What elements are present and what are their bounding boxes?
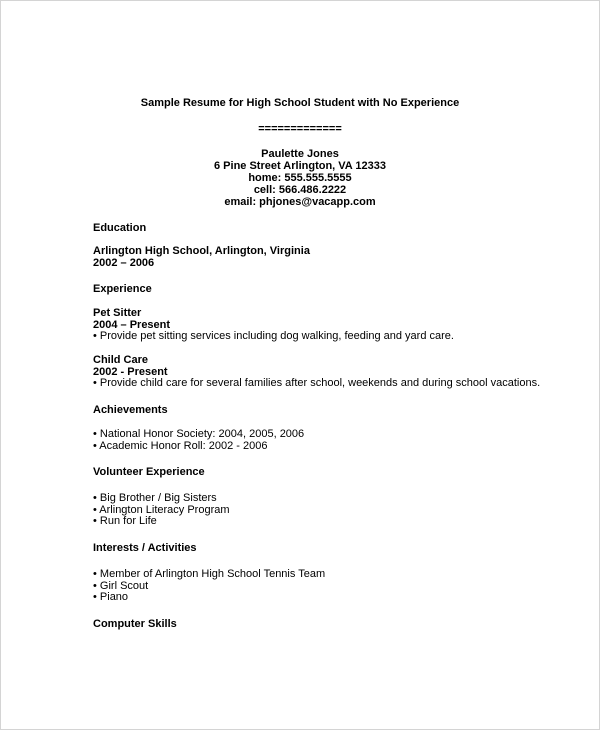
document-title: Sample Resume for High School Student with No Experience bbox=[140, 97, 460, 109]
title-separator: ============= bbox=[258, 123, 342, 135]
job-dates: 2004 – Present bbox=[93, 318, 171, 331]
contact-email: email: phjones@vacapp.com bbox=[224, 196, 376, 208]
contact-name: Paulette Jones bbox=[261, 148, 339, 160]
education-block bbox=[93, 246, 310, 269]
interests-heading: Interests / Activities bbox=[93, 542, 197, 554]
list-item: • Girl Scout bbox=[93, 579, 149, 592]
volunteer-list bbox=[93, 493, 230, 528]
list-item: • National Honor Society: 2004, 2005, 2006 bbox=[93, 428, 305, 440]
list-item: • Piano bbox=[93, 591, 129, 604]
list-item: • Run for Life bbox=[93, 515, 157, 528]
job-title: Child Care bbox=[93, 354, 149, 366]
job-dates: 2002 - Present bbox=[93, 365, 168, 378]
job-title: Pet Sitter bbox=[93, 307, 142, 319]
contact-cell-phone: cell: 566.486.2222 bbox=[253, 184, 347, 196]
list-item: • Arlington Literacy Program bbox=[93, 503, 230, 516]
list-item: • Member of Arlington High School Tennis Team bbox=[93, 568, 326, 580]
job-description: • Provide pet sitting services including dog walking, feeding and yard care. bbox=[93, 330, 454, 343]
contact-home-phone: home: 555.555.5555 bbox=[248, 172, 352, 184]
volunteer-heading: Volunteer Experience bbox=[93, 466, 205, 478]
achievements-list bbox=[93, 429, 304, 452]
achievements-heading: Achievements bbox=[93, 404, 168, 416]
contact-address: 6 Pine Street Arlington, VA 12333 bbox=[214, 160, 386, 172]
job-entry bbox=[93, 308, 454, 343]
interests-list bbox=[93, 569, 325, 604]
education-years: 2002 – 2006 bbox=[93, 256, 155, 269]
education-heading: Education bbox=[93, 222, 147, 234]
experience-heading: Experience bbox=[93, 283, 152, 295]
list-item: • Big Brother / Big Sisters bbox=[93, 492, 217, 504]
education-school: Arlington High School, Arlington, Virginia bbox=[93, 245, 310, 257]
computer-skills-heading: Computer Skills bbox=[93, 618, 177, 630]
job-description: • Provide child care for several families after school, weekends and during school vacations. bbox=[93, 377, 541, 390]
list-item: • Academic Honor Roll: 2002 - 2006 bbox=[93, 439, 268, 452]
job-entry bbox=[93, 355, 540, 390]
